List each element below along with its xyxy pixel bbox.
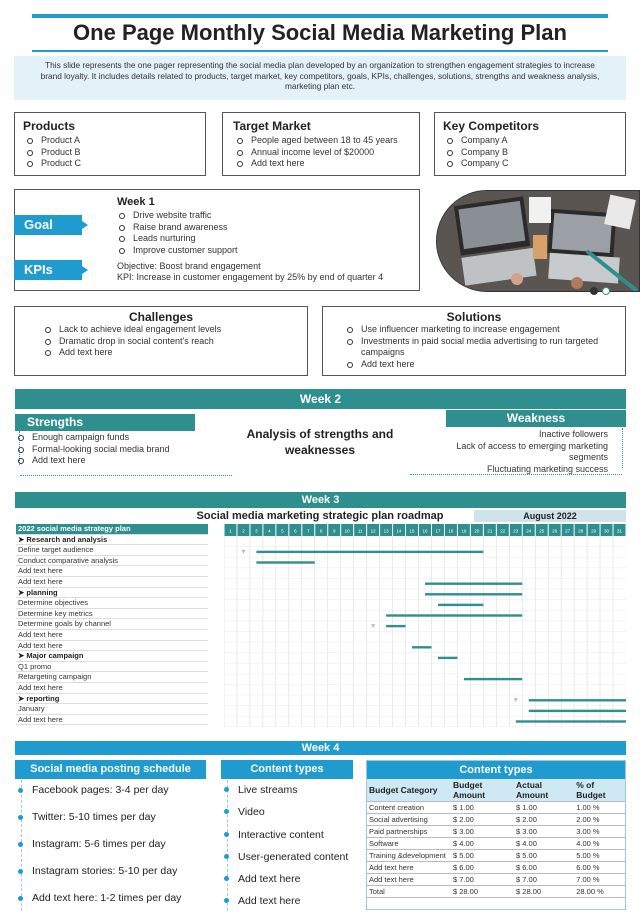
gantt-table-head: 2022 social media strategy plan bbox=[16, 524, 208, 535]
gantt-rows bbox=[16, 535, 208, 726]
list-item: Company B bbox=[443, 147, 617, 159]
budget-cell: $ 1.00 bbox=[514, 802, 574, 814]
gantt-task-row: Add text here bbox=[16, 715, 208, 726]
budget-cell: 1.00 % bbox=[574, 802, 625, 814]
budget-cell: 5.00 % bbox=[574, 850, 625, 862]
page-title: One Page Monthly Social Media Marketing Plan bbox=[73, 20, 567, 45]
budget-row bbox=[367, 826, 625, 838]
gantt-day-label: 11 bbox=[357, 528, 363, 534]
gantt-bar bbox=[464, 678, 522, 680]
week1-kpi: KPI: Increase in customer engagement by 25% by end of quarter 4 bbox=[117, 272, 384, 282]
list-item: Facebook pages: 3-4 per day bbox=[14, 777, 181, 804]
gantt-day-label: 20 bbox=[474, 528, 480, 534]
gantt-task-row: Determine goals by channel bbox=[16, 619, 208, 630]
solutions-box bbox=[322, 306, 626, 376]
gantt-task-row: Define target audience bbox=[16, 545, 208, 556]
schedule-heading: Social media posting schedule bbox=[15, 760, 206, 779]
laptop-desk-illustration bbox=[437, 191, 640, 292]
gantt-day-label: 23 bbox=[513, 528, 519, 534]
list-item: Company A bbox=[443, 135, 617, 147]
gantt-bar bbox=[529, 710, 626, 712]
gantt-bar bbox=[386, 614, 522, 616]
content-types-list bbox=[220, 779, 348, 913]
kpi-label: KPIs bbox=[14, 260, 82, 280]
gantt-chart bbox=[224, 524, 626, 727]
solutions-heading: Solutions bbox=[446, 310, 502, 324]
budget-cell: $ 3.00 bbox=[451, 826, 514, 838]
gantt-day-label: 31 bbox=[617, 528, 623, 534]
budget-panel bbox=[366, 760, 626, 910]
list-item: Instagram stories: 5-10 per day bbox=[14, 858, 181, 885]
list-item: Product C bbox=[23, 158, 197, 170]
budget-heading: Content types bbox=[367, 761, 625, 779]
budget-cell: Add text here bbox=[367, 874, 451, 886]
strengths-heading: Strengths bbox=[15, 414, 195, 431]
gantt-task-row: Add text here bbox=[16, 630, 208, 641]
competitors-box bbox=[434, 112, 626, 176]
gantt-task-row: January bbox=[16, 704, 208, 715]
gantt-marker bbox=[514, 698, 518, 702]
list-item: Add text here: 1-2 times per day bbox=[14, 885, 181, 912]
list-item: Lack of access to emerging marketing segments bbox=[456, 440, 608, 462]
gantt-category-row: ➤ Research and analysis bbox=[16, 535, 208, 546]
budget-cell: $ 2.00 bbox=[514, 814, 574, 826]
challenges-box bbox=[14, 306, 308, 376]
budget-cell: $ 28.00 bbox=[514, 886, 574, 898]
budget-cell: $ 6.00 bbox=[451, 862, 514, 874]
budget-cell: $ 28.00 bbox=[451, 886, 514, 898]
budget-cell: 4.00 % bbox=[574, 838, 625, 850]
list-item: Instagram: 5-6 times per day bbox=[14, 831, 181, 858]
target-market-list bbox=[233, 135, 409, 170]
gantt-day-label: 13 bbox=[383, 528, 389, 534]
list-item: Video bbox=[220, 801, 348, 823]
budget-col-percent: % of Budget bbox=[574, 779, 625, 802]
budget-row bbox=[367, 874, 625, 886]
list-item: Product B bbox=[23, 147, 197, 159]
gantt-day-label: 2 bbox=[242, 528, 245, 534]
budget-cell: $ 5.00 bbox=[451, 850, 514, 862]
gantt-day-label: 3 bbox=[255, 528, 258, 534]
gantt-day-label: 28 bbox=[578, 528, 584, 534]
budget-cell: $ 2.00 bbox=[451, 814, 514, 826]
gantt-day-label: 1 bbox=[229, 528, 232, 534]
content-types-heading: Content types bbox=[221, 760, 353, 779]
gantt-category-row: ➤ Major campaign bbox=[16, 651, 208, 662]
list-item: Investments in paid social media advertising to run targeted campaigns bbox=[343, 336, 605, 359]
gantt-task-row: Determine objectives bbox=[16, 598, 208, 609]
budget-col-actual: Actual Amount bbox=[514, 779, 574, 802]
budget-row bbox=[367, 862, 625, 874]
gantt-bar bbox=[256, 561, 314, 563]
gantt-task-row: Add text here bbox=[16, 641, 208, 652]
target-market-heading: Target Market bbox=[233, 119, 311, 133]
gantt-day-label: 26 bbox=[552, 528, 558, 534]
photo-dot bbox=[590, 287, 598, 295]
list-item: Company C bbox=[443, 158, 617, 170]
week2-bar: Week 2 bbox=[15, 389, 626, 409]
list-item: Inactive followers bbox=[538, 429, 608, 439]
week1-list bbox=[115, 210, 238, 256]
gantt-day-label: 7 bbox=[307, 528, 310, 534]
list-item: Annual income level of $20000 bbox=[233, 147, 409, 159]
gantt-day-label: 18 bbox=[448, 528, 454, 534]
list-item: Formal-looking social media brand bbox=[14, 444, 170, 456]
gantt-task-row: Conduct comparative analysis bbox=[16, 556, 208, 567]
laptop-photo bbox=[436, 190, 640, 292]
competitors-list bbox=[443, 135, 617, 170]
weakness-vline bbox=[622, 428, 623, 468]
budget-cell: 7.00 % bbox=[574, 874, 625, 886]
gantt-day-label: 30 bbox=[604, 528, 610, 534]
list-item: Add text here bbox=[233, 158, 409, 170]
products-box bbox=[14, 112, 206, 176]
week3-bar: Week 3 bbox=[15, 492, 626, 508]
budget-cell: Add text here bbox=[367, 862, 451, 874]
list-item: Improve customer support bbox=[115, 245, 238, 257]
schedule-list bbox=[14, 777, 181, 912]
gantt-bar bbox=[256, 551, 483, 553]
list-item: Use influencer marketing to increase engagement bbox=[343, 324, 605, 336]
competitors-heading: Key Competitors bbox=[443, 119, 540, 133]
budget-cell: $ 3.00 bbox=[514, 826, 574, 838]
budget-body bbox=[367, 802, 625, 898]
month-label: August 2022 bbox=[474, 510, 626, 522]
list-item: People aged between 18 to 45 years bbox=[233, 135, 409, 147]
list-item: Enough campaign funds bbox=[14, 432, 170, 444]
target-market-box bbox=[222, 112, 420, 176]
budget-cell: Total bbox=[367, 886, 451, 898]
budget-cell: 2.00 % bbox=[574, 814, 625, 826]
description: This slide represents the one pager representing the social media plan developed by an organization to strengthen engagement strategies to increase brand loyalty. It includes details related to products, target market, key competitors, goals, KPIs, challenges, solutions, strengths and weakness analysis, marketing plan etc. bbox=[14, 56, 626, 100]
budget-cell: $ 4.00 bbox=[451, 838, 514, 850]
budget-row bbox=[367, 814, 625, 826]
budget-cell: Software bbox=[367, 838, 451, 850]
list-item: Raise brand awareness bbox=[115, 222, 238, 234]
budget-cell: $ 1.00 bbox=[451, 802, 514, 814]
gantt-day-label: 10 bbox=[344, 528, 350, 534]
list-item: Twitter: 5-10 times per day bbox=[14, 804, 181, 831]
weakness-list bbox=[440, 429, 608, 475]
list-item: Interactive content bbox=[220, 824, 348, 846]
weakness-heading: Weakness bbox=[446, 410, 626, 427]
budget-cell: $ 7.00 bbox=[451, 874, 514, 886]
gantt-bar bbox=[438, 604, 483, 606]
gantt-day-label: 8 bbox=[320, 528, 323, 534]
gantt-day-label: 9 bbox=[332, 528, 336, 534]
title-top-rule bbox=[32, 14, 608, 18]
budget-cell: 6.00 % bbox=[574, 862, 625, 874]
list-item: Lack to achieve ideal engagement levels bbox=[41, 324, 281, 336]
gantt-bar bbox=[412, 646, 431, 648]
list-item: Product A bbox=[23, 135, 197, 147]
list-item: Add text here bbox=[41, 347, 281, 359]
budget-row bbox=[367, 886, 625, 898]
budget-cell: Social advertising bbox=[367, 814, 451, 826]
list-item: User-generated content bbox=[220, 846, 348, 868]
budget-cell: $ 6.00 bbox=[514, 862, 574, 874]
budget-cell: Content creation bbox=[367, 802, 451, 814]
gantt-task-row: Add text here bbox=[16, 683, 208, 694]
roadmap-title: Social media marketing strategic plan roadmap bbox=[196, 510, 444, 522]
gantt-day-label: 27 bbox=[565, 528, 571, 534]
gantt-bar bbox=[425, 593, 522, 595]
budget-row bbox=[367, 850, 625, 862]
gantt-bar bbox=[425, 583, 522, 585]
list-item: Add text here bbox=[14, 455, 170, 467]
gantt-day-label: 29 bbox=[591, 528, 597, 534]
list-item: Live streams bbox=[220, 779, 348, 801]
list-item: Leads nurturing bbox=[115, 233, 238, 245]
gantt-day-label: 25 bbox=[539, 528, 545, 534]
goal-label: Goal bbox=[14, 215, 82, 235]
gantt-day-label: 19 bbox=[461, 528, 467, 534]
list-item: Fluctuating marketing success bbox=[486, 463, 608, 474]
weakness-hline bbox=[410, 474, 622, 475]
swot-center-text: Analysis of strengths and weaknesses bbox=[246, 427, 394, 457]
week1-objective: Objective: Boost brand engagement bbox=[117, 261, 261, 271]
budget-cell: 28.00 % bbox=[574, 886, 625, 898]
budget-cell: $ 4.00 bbox=[514, 838, 574, 850]
budget-cell: Paid partnerships bbox=[367, 826, 451, 838]
budget-cell: $ 7.00 bbox=[514, 874, 574, 886]
gantt-task-table bbox=[16, 524, 208, 725]
photo-dot bbox=[602, 287, 610, 295]
goal-arrow-icon bbox=[82, 221, 88, 229]
gantt-day-label: 5 bbox=[281, 528, 284, 534]
gantt-bar bbox=[529, 699, 626, 701]
gantt-task-row: Determine key metrics bbox=[16, 609, 208, 620]
strengths-hline bbox=[20, 475, 232, 476]
budget-col-category: Budget Category bbox=[367, 779, 451, 802]
budget-cell: Training &development bbox=[367, 850, 451, 862]
budget-header-row bbox=[367, 779, 625, 802]
gantt-day-label: 6 bbox=[294, 528, 297, 534]
gantt-day-label: 14 bbox=[396, 528, 402, 534]
kpi-arrow-icon bbox=[82, 266, 88, 274]
gantt-day-label: 17 bbox=[435, 528, 441, 534]
gantt-task-row: Retargeting campaign bbox=[16, 672, 208, 683]
week4-bar: Week 4 bbox=[15, 741, 626, 755]
gantt-marker bbox=[241, 550, 245, 554]
gantt-bar bbox=[516, 720, 626, 722]
budget-cell: $ 5.00 bbox=[514, 850, 574, 862]
list-item: Drive website traffic bbox=[115, 210, 238, 222]
gantt-svg bbox=[224, 524, 626, 727]
challenges-list bbox=[41, 324, 281, 359]
gantt-day-label: 16 bbox=[422, 528, 428, 534]
budget-row bbox=[367, 838, 625, 850]
products-heading: Products bbox=[23, 119, 76, 133]
budget-row bbox=[367, 802, 625, 814]
gantt-day-label: 22 bbox=[500, 528, 506, 534]
budget-col-budget: Budget Amount bbox=[451, 779, 514, 802]
gantt-task-row: Add text here bbox=[16, 577, 208, 588]
products-list bbox=[23, 135, 197, 170]
gantt-day-label: 21 bbox=[487, 528, 493, 534]
solutions-list bbox=[343, 324, 605, 370]
gantt-bar bbox=[386, 625, 405, 627]
gantt-marker bbox=[371, 624, 375, 628]
strengths-list bbox=[14, 432, 170, 467]
gantt-day-label: 4 bbox=[268, 528, 271, 534]
budget-table bbox=[367, 779, 625, 898]
gantt-category-row: ➤ reporting bbox=[16, 694, 208, 705]
title-bottom-rule bbox=[32, 50, 608, 52]
list-item: Add text here bbox=[220, 868, 348, 890]
challenges-heading: Challenges bbox=[128, 310, 194, 324]
list-item: Add text here bbox=[220, 890, 348, 912]
week1-heading: Week 1 bbox=[117, 196, 155, 208]
gantt-day-label: 12 bbox=[370, 528, 376, 534]
gantt-day-label: 24 bbox=[526, 528, 532, 534]
budget-cell: 3.00 % bbox=[574, 826, 625, 838]
gantt-task-row: Add text here bbox=[16, 566, 208, 577]
gantt-task-row: Q1 promo bbox=[16, 662, 208, 673]
gantt-bar bbox=[438, 657, 457, 659]
gantt-day-label: 15 bbox=[409, 528, 415, 534]
list-item: Dramatic drop in social content's reach bbox=[41, 336, 281, 348]
list-item: Add text here bbox=[343, 359, 605, 371]
gantt-category-row: ➤ planning bbox=[16, 588, 208, 599]
